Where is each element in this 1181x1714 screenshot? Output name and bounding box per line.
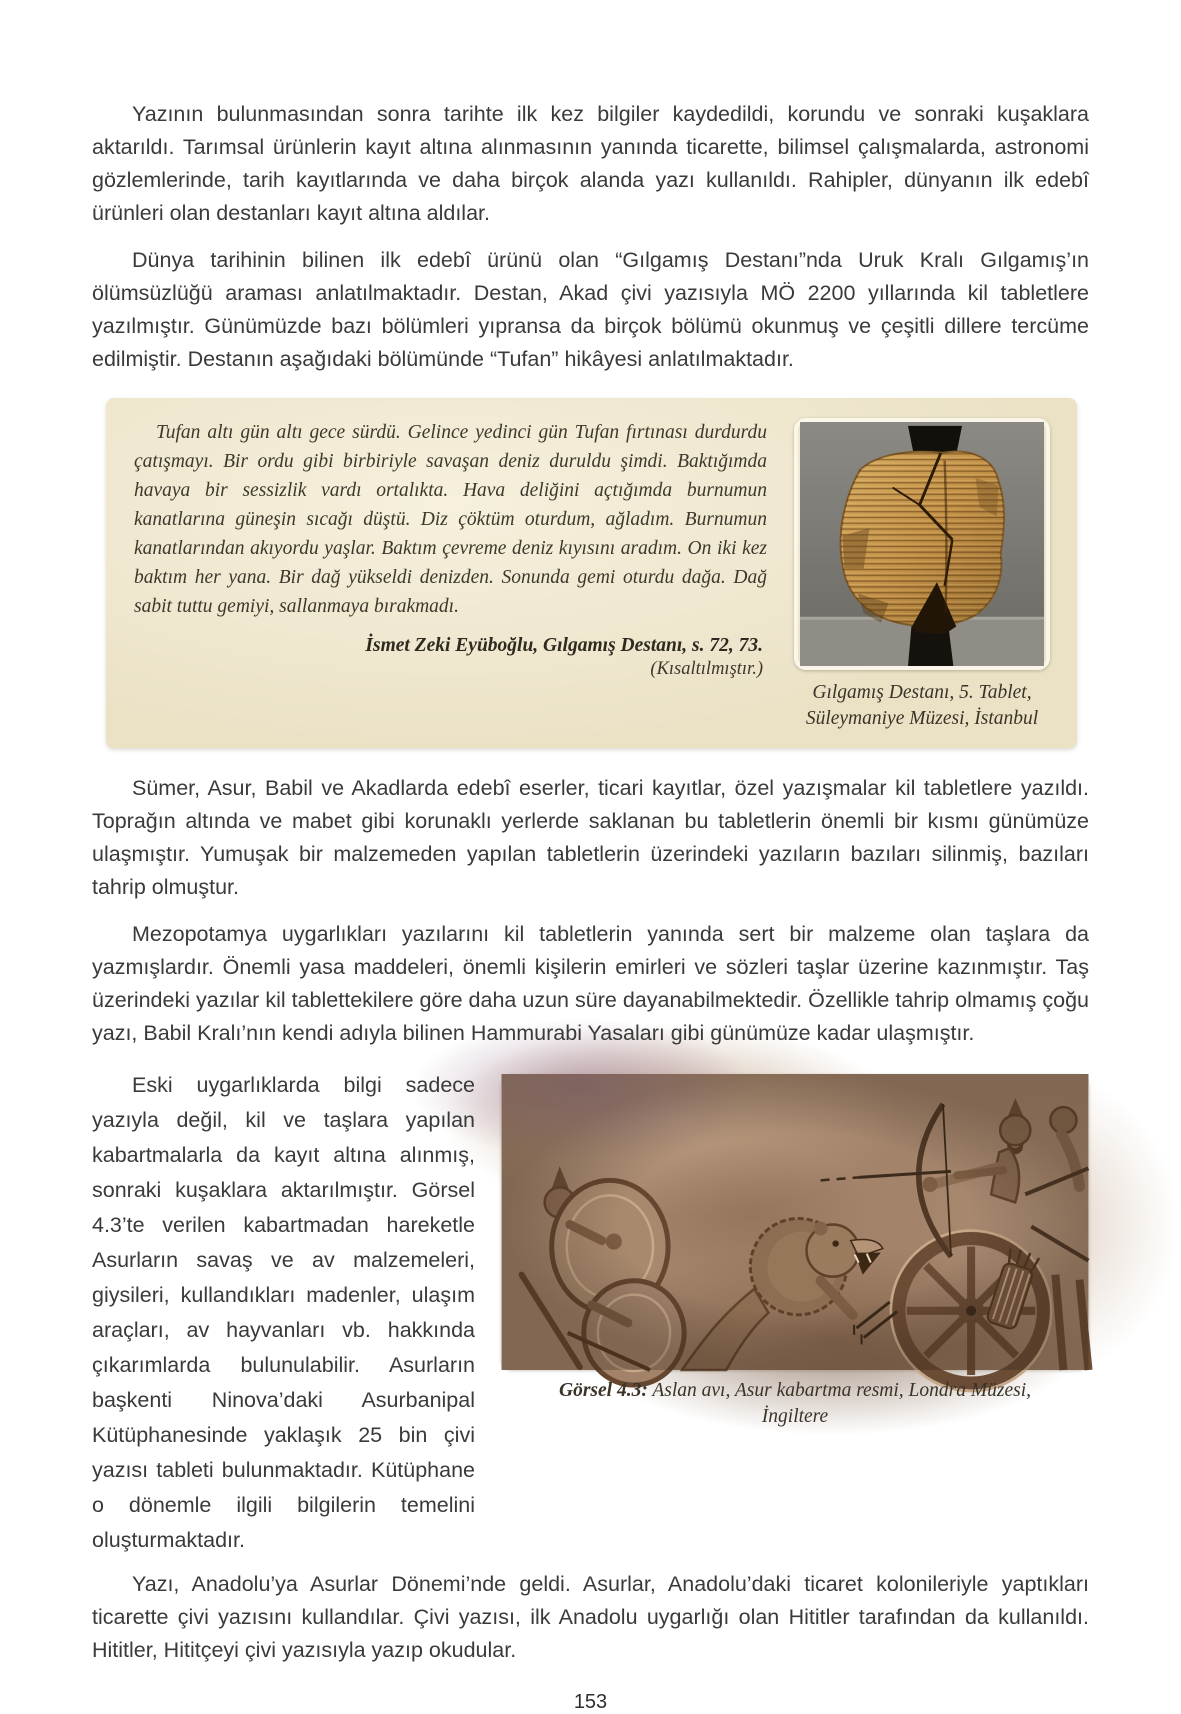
relief-caption-text: Aslan avı, Asur kabartma resmi, Londra Müzesi, İngiltere	[647, 1380, 1031, 1427]
gilgamesh-tablet-illustration	[798, 422, 1046, 666]
quote-text-column	[134, 418, 767, 732]
quote-text: Tufan altı gün altı gece sürdü. Gelince yedinci gün Tufan fırtınası durdurdu çatışmayı. Bir ordu gibi birbiriyle savaşan deniz duruldu şimdi. Baktığımda havaya bir sessizlik vardı ortalıkta. Hava deliğini açtığımda burnumun kanatlarına güneşin sıcağı düştü. Diz çöktüm oturdum, ağladım. Burnumun kanatlarından akıyordu yaşlar. Baktım çevreme deniz kıyısını aradım. On iki kez baktım her yana. Bir dağ yükseldi denizden. Sonunda gemi oturdu dağa. Dağ sabit tuttu gemiyi, sallanmaya bırakmadı.	[134, 422, 767, 617]
page-number: 153	[573, 1691, 608, 1713]
lion-hunt-relief-photo	[501, 1074, 1089, 1370]
quote-image-column	[793, 418, 1051, 732]
tablet-photo-caption: Gılgamış Destanı, 5. Tablet, Süleymaniye Müzesi, İstanbul	[805, 682, 1039, 729]
body-paragraph-4: Mezopotamya uygarlıkları yazılarını kil tabletlerin yanında sert bir malzeme olan taşlara da yazmışlardır. Önemli yasa maddeleri, önemli kişilerin emirleri ve sözleri taşlar üzerine kazınmıştır. Taş üzerindeki yazılar kil tablettekilere göre daha uzun süre dayanabilmektedir. Özellikle tahrip olmamış çoğu yazı, Babil Kralı’nın kendi adıyla bilinen Hammurabi Yasaları gibi günümüze kadar ulaşmıştır.	[92, 922, 1089, 1045]
gilgamesh-tablet-photo	[794, 418, 1050, 670]
lion-hunt-relief-illustration	[501, 1074, 1089, 1370]
quote-attribution-note: (Kısaltılmıştır.)	[650, 659, 763, 679]
body-paragraph-5: Eski uygarlıklarda bilgi sadece yazıyla değil, kil ve taşlara yapılan kabartmalarla da kayıt altına alınmış, sonraki kuşaklara aktarılmıştır. Görsel 4.3’te verilen kabartmadan hareketle Asurların savaş ve av malzemeleri, giysileri, kullandıkları madenler, ulaşım araçları, av hayvanları vb. hakkında çıkarımlarda bulunulabilir. Asurların başkenti Ninova’daki Asurbanipal Kütüphanesinde yaklaşık 25 bin çivi yazısı tableti bulunmaktadır. Kütüphane o dönemle ilgili bilgilerin temelini oluşturmaktadır.	[92, 1073, 475, 1552]
relief-section	[92, 1068, 1089, 1558]
gilgamesh-quote-box	[106, 398, 1077, 748]
lion-hunt-figure	[501, 1074, 1089, 1430]
relief-caption-label: Görsel 4.3:	[559, 1380, 648, 1401]
body-paragraph-3: Sümer, Asur, Babil ve Akadlarda edebî eserler, ticari kayıtlar, özel yazışmalar kil tabletlere yazıldı. Toprağın altında ve mabet gibi korunaklı yerlerde saklanan bu tabletlerin önemli bir kısmı günümüze ulaşmıştır. Yumuşak bir malzemeden yapılan tabletlerin üzerindeki yazıların bazıları silinmiş, bazıları tahrip olmuştur.	[92, 776, 1089, 899]
body-paragraph-1: Yazının bulunmasından sonra tarihte ilk kez bilgiler kaydedildi, korundu ve sonraki kuşaklara aktarıldı. Tarımsal ürünlerin kayıt altına alınmasının yanında ticarette, bilimsel çalışmalarda, astronomi gözlemlerinde, tarih kayıtlarında ve daha birçok alanda yazı kullanıldı. Rahipler, dünyanın ilk edebî ürünleri olan destanları kayıt altına aldılar.	[92, 102, 1089, 225]
quote-attribution: İsmet Zeki Eyüboğlu, Gılgamış Destanı, s. 72, 73.	[365, 635, 763, 656]
body-paragraph-6: Yazı, Anadolu’ya Asurlar Dönemi’nde geldi. Asurlar, Anadolu’daki ticaret kolonileriyle yaptıkları ticarette çivi yazısını kullandılar. Çivi yazısı, ilk Anadolu uygarlığı olan Hititler tarafından da kullanıldı. Hititler, Hititçeyi çivi yazısıyla yazıp okudular.	[92, 1572, 1089, 1662]
body-paragraph-2: Dünya tarihinin bilinen ilk edebî ürünü olan “Gılgamış Destanı”nda Uruk Kralı Gılgamış’ın ölümsüzlüğü araması anlatılmaktadır. Destan, Akad çivi yazısıyla MÖ 2200 yıllarında kil tabletlere yazılmıştır. Günümüzde bazı bölümleri yıpransa da birçok bölümü okunmuş ve çeşitli dillere tercüme edilmiştir. Destanın aşağıdaki bölümünde “Tufan” hikâyesi anlatılmaktadır.	[92, 248, 1089, 371]
